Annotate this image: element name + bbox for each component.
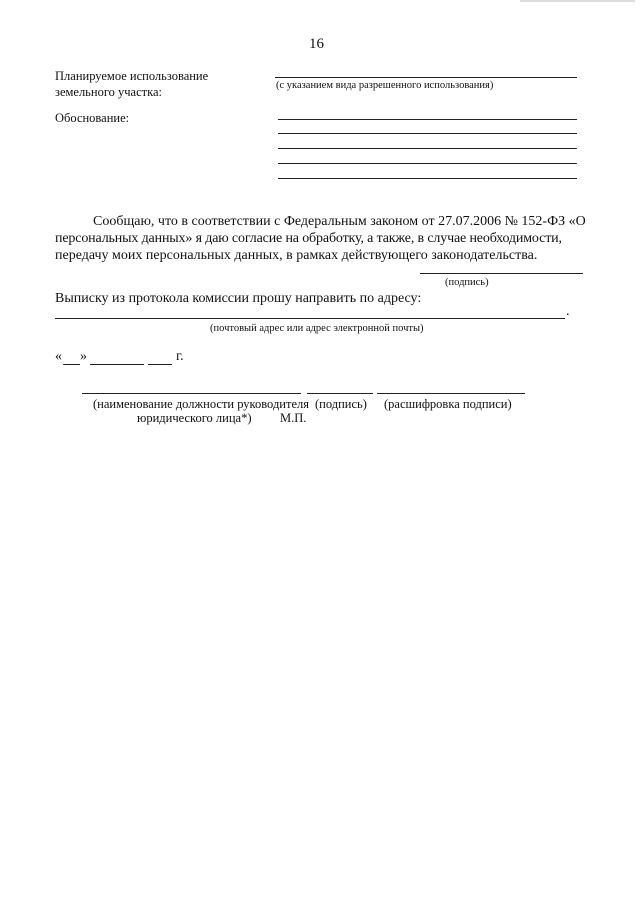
consent-line-2: персональных данных» я даю согласие на обработку, а также, в случае необходимости,: [55, 231, 562, 246]
decoding-label: (расшифровка подписи): [384, 397, 512, 411]
date-month-line[interactable]: [90, 364, 144, 365]
signature-line[interactable]: [307, 393, 373, 394]
signature-label: (подпись): [315, 397, 367, 411]
position-label-line1: (наименование должности руководителя: [93, 397, 309, 411]
justification-line-5[interactable]: [278, 178, 577, 179]
position-label-line2: юридического лица*): [137, 411, 252, 425]
date-close-quote: »: [80, 349, 87, 364]
consent-signature-hint: (подпись): [445, 277, 489, 288]
scan-mark: [500, 0, 640, 6]
stamp-label: М.П.: [280, 411, 307, 425]
justification-line-2[interactable]: [278, 133, 577, 134]
address-hint: (почтовый адрес или адрес электронной почты): [210, 323, 424, 334]
date-year-line[interactable]: [148, 364, 172, 365]
justification-line-1[interactable]: [278, 119, 577, 120]
consent-signature-line[interactable]: [420, 273, 583, 274]
land-use-label-line1: Планируемое использование: [55, 69, 209, 83]
date-year-suffix: г.: [176, 349, 184, 364]
address-request: Выписку из протокола комиссии прошу направить по адресу:: [55, 291, 422, 306]
justification-label: Обоснование:: [55, 111, 130, 125]
consent-line-1: Сообщаю, что в соответствии с Федеральным законом от 27.07.2006 № 152-ФЗ «О: [93, 214, 586, 229]
decoding-line[interactable]: [377, 393, 525, 394]
page-number: 16: [309, 36, 324, 52]
position-line[interactable]: [82, 393, 301, 394]
land-use-field-line[interactable]: [275, 77, 577, 78]
land-use-hint: (с указанием вида разрешенного использования): [276, 80, 494, 91]
consent-line-3: передачу моих персональных данных, в рамках действующего законодательства.: [55, 248, 538, 263]
land-use-label-line2: земельного участка:: [55, 85, 163, 99]
address-field-line[interactable]: [55, 318, 565, 319]
justification-line-4[interactable]: [278, 163, 577, 164]
address-end-dot: .: [566, 304, 570, 319]
date-day-line[interactable]: [63, 364, 80, 365]
date-open-quote: «: [55, 349, 62, 364]
justification-line-3[interactable]: [278, 148, 577, 149]
